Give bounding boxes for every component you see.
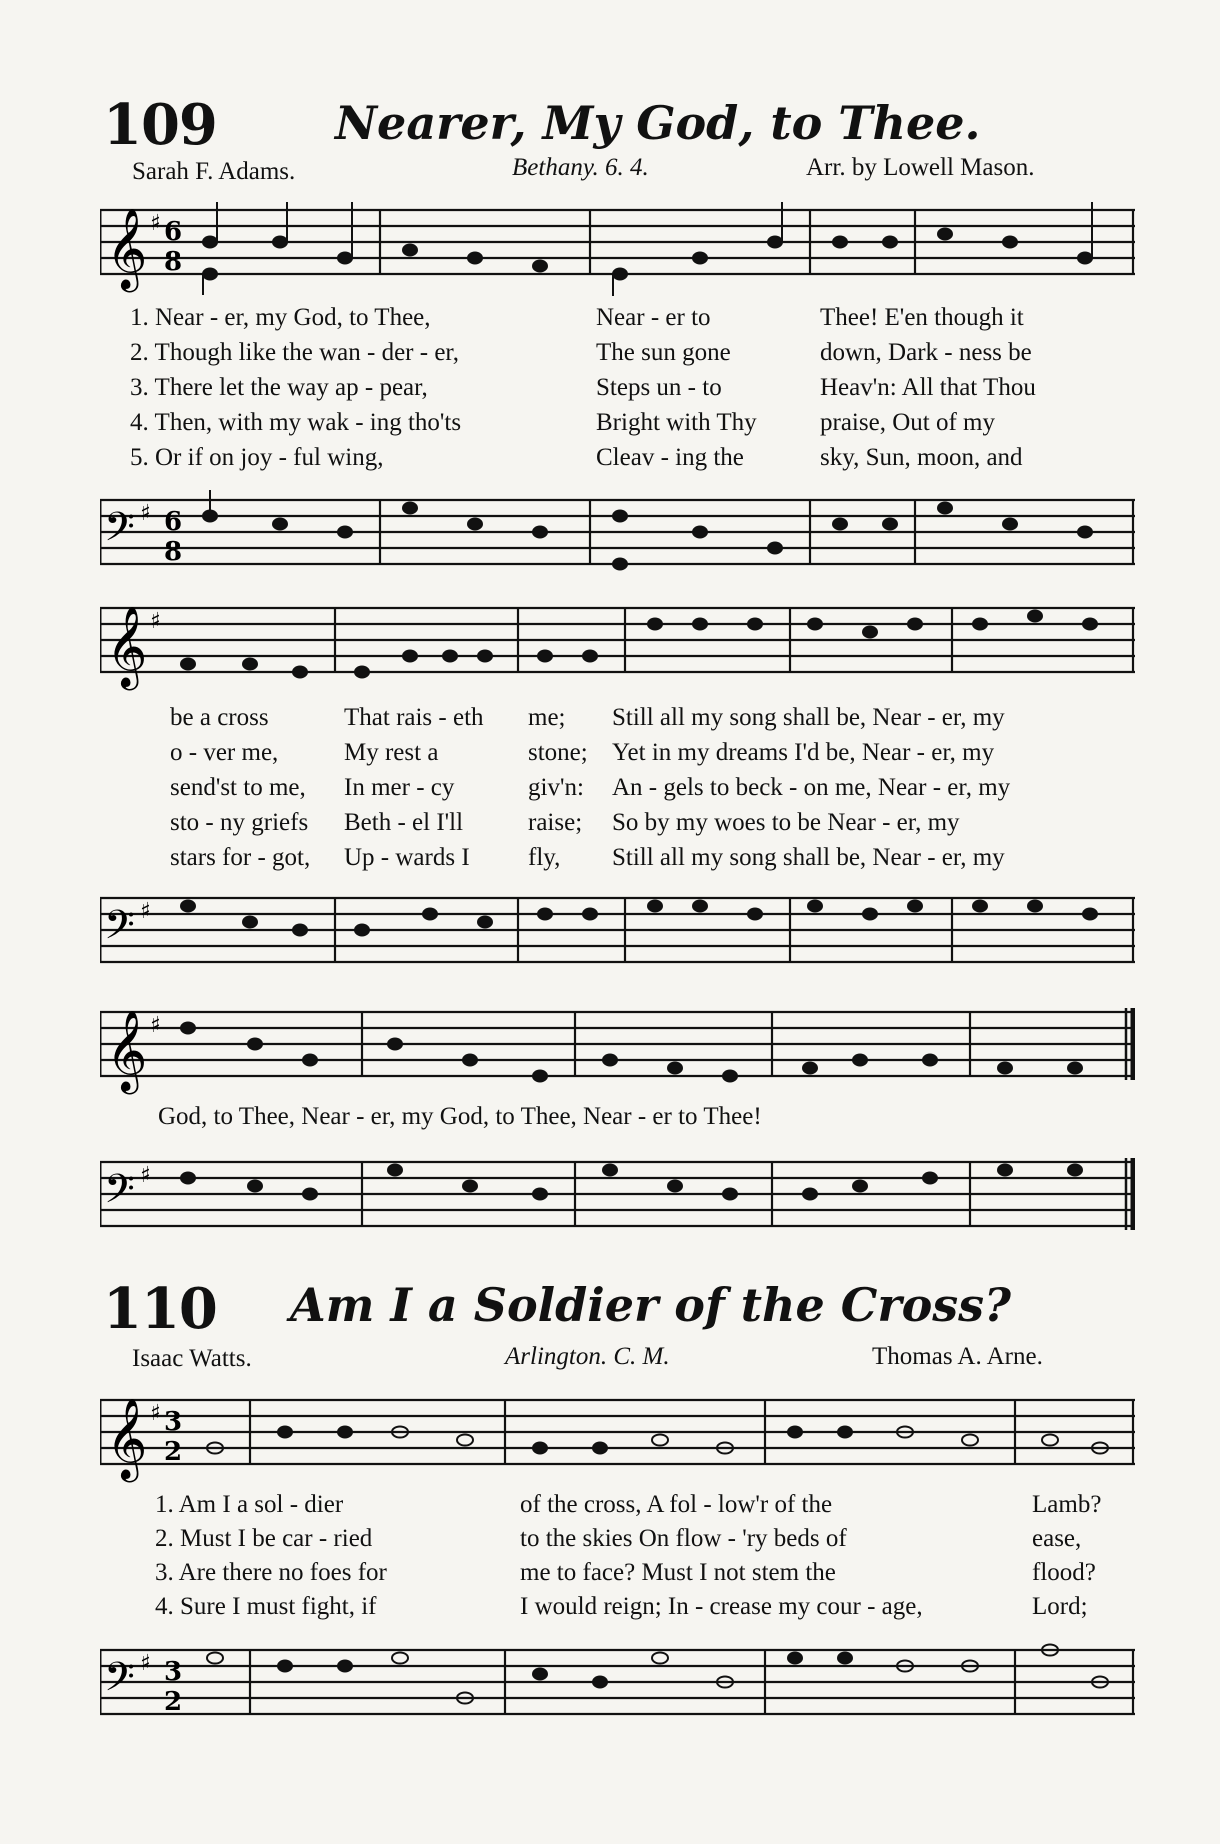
lyric-line: flood? xyxy=(1032,1559,1096,1586)
lyric-line: me; xyxy=(528,704,566,731)
lyric-verse-block xyxy=(170,700,310,875)
lyric-line: 1. Near - er, my God, to Thee, xyxy=(130,304,431,331)
lyric-verse-block xyxy=(820,300,1036,475)
lyric-line: Beth - el I'll xyxy=(344,809,464,836)
bass-staff xyxy=(100,1640,1135,1740)
svg-text:𝄞: 𝄞 xyxy=(106,207,148,289)
lyric-verse-block xyxy=(528,700,588,875)
lyric-line: Lamb? xyxy=(1032,1491,1102,1518)
lyric-line: 3. Are there no foes for xyxy=(155,1559,387,1586)
treble-staff xyxy=(100,200,1135,300)
svg-text:♯: ♯ xyxy=(140,501,151,526)
hymn-title: Am I a Soldier of the Cross? xyxy=(290,1278,1011,1332)
hymn-number: 110 xyxy=(103,1276,217,1342)
lyric-line: 4. Then, with my wak - ing tho'ts xyxy=(130,409,462,436)
lyric-line: The sun gone xyxy=(596,339,731,366)
tune-name: Bethany. 6. 4. xyxy=(512,154,649,181)
lyric-line: 4. Sure I must fight, if xyxy=(155,1593,377,1620)
svg-text:♯: ♯ xyxy=(150,609,161,634)
lyric-line: stars for - got, xyxy=(170,844,311,871)
tune-name: Arlington. C. M. xyxy=(505,1343,670,1370)
lyric-verse-block xyxy=(1032,1488,1101,1624)
treble-staff xyxy=(100,598,1135,698)
lyric-verse-block xyxy=(596,300,757,475)
svg-text:𝄞: 𝄞 xyxy=(106,1009,148,1091)
lyric-line: 2. Though like the wan - der - er, xyxy=(130,339,459,366)
lyric-line: send'st to me, xyxy=(170,774,306,801)
bass-staff xyxy=(100,888,1135,988)
lyric-line: fly, xyxy=(528,844,561,871)
lyric-line: I would reign; In - crease my cour - age, xyxy=(520,1593,923,1620)
hymn-number: 109 xyxy=(103,92,217,158)
author-credit: Sarah F. Adams. xyxy=(132,158,296,185)
lyric-line: Steps un - to xyxy=(596,374,722,401)
svg-text:6: 6 xyxy=(164,217,183,247)
lyric-line: be a cross xyxy=(170,704,269,731)
svg-text:♯: ♯ xyxy=(140,899,151,924)
treble-staff xyxy=(100,1390,1135,1490)
lyric-verse-block xyxy=(130,300,461,475)
svg-text:♯: ♯ xyxy=(150,1013,161,1038)
lyric-line: of the cross, A fol - low'r of the xyxy=(520,1491,833,1518)
lyric-line: God, to Thee, Near - er, my God, to Thee, Near - er to Thee! xyxy=(158,1103,762,1130)
svg-text:♯: ♯ xyxy=(150,1401,161,1426)
author-credit: Isaac Watts. xyxy=(132,1345,252,1372)
lyric-line: 3. There let the way ap - pear, xyxy=(130,374,428,401)
lyric-line: giv'n: xyxy=(528,774,584,801)
lyric-line: ease, xyxy=(1032,1525,1082,1552)
lyric-line: Up - wards I xyxy=(344,844,470,871)
lyric-verse-block xyxy=(344,700,484,875)
bass-staff xyxy=(100,490,1135,590)
lyric-line: An - gels to beck - on me, Near - er, my xyxy=(612,774,1011,801)
svg-text:𝄢: 𝄢 xyxy=(104,504,135,560)
lyric-line: stone; xyxy=(528,739,588,766)
lyric-line: That rais - eth xyxy=(344,704,484,731)
svg-text:8: 8 xyxy=(164,247,183,277)
lyric-line: Cleav - ing the xyxy=(596,444,744,471)
svg-text:𝄢: 𝄢 xyxy=(104,902,135,958)
lyric-line: Still all my song shall be, Near - er, my xyxy=(612,704,1005,731)
svg-text:6: 6 xyxy=(164,507,183,537)
composer-credit: Thomas A. Arne. xyxy=(872,1343,1043,1370)
svg-text:𝄞: 𝄞 xyxy=(106,1397,148,1479)
lyric-line: Heav'n: All that Thou xyxy=(820,374,1036,401)
lyric-line: Thee! E'en though it xyxy=(820,304,1024,331)
lyric-line: Near - er to xyxy=(596,304,711,331)
svg-text:2: 2 xyxy=(164,1687,183,1717)
svg-text:8: 8 xyxy=(164,537,183,567)
svg-text:𝄞: 𝄞 xyxy=(106,605,148,687)
svg-text:2: 2 xyxy=(164,1437,183,1467)
svg-text:3: 3 xyxy=(164,1657,183,1687)
lyric-line: 5. Or if on joy - ful wing, xyxy=(130,444,384,471)
lyric-line: down, Dark - ness be xyxy=(820,339,1032,366)
lyric-line: In mer - cy xyxy=(344,774,455,801)
svg-text:♯: ♯ xyxy=(150,211,161,236)
arranger-credit: Arr. by Lowell Mason. xyxy=(806,154,1035,181)
lyric-line: Lord; xyxy=(1032,1593,1088,1620)
lyric-line: My rest a xyxy=(344,739,439,766)
lyric-line: Yet in my dreams I'd be, Near - er, my xyxy=(612,739,995,766)
lyric-line: sky, Sun, moon, and xyxy=(820,444,1023,471)
lyric-line: me to face? Must I not stem the xyxy=(520,1559,836,1586)
lyric-verse-block xyxy=(612,700,1010,875)
svg-text:𝄢: 𝄢 xyxy=(104,1654,135,1710)
lyric-line: sto - ny griefs xyxy=(170,809,309,836)
lyric-verse-block xyxy=(155,1488,387,1624)
treble-staff xyxy=(100,1002,1135,1102)
lyric-line: o - ver me, xyxy=(170,739,279,766)
svg-text:3: 3 xyxy=(164,1407,183,1437)
svg-text:♯: ♯ xyxy=(140,1163,151,1188)
svg-text:𝄢: 𝄢 xyxy=(104,1166,135,1222)
lyric-line: 2. Must I be car - ried xyxy=(155,1525,373,1552)
svg-text:♯: ♯ xyxy=(140,1651,151,1676)
lyric-line: So by my woes to be Near - er, my xyxy=(612,809,960,836)
lyric-line: to the skies On flow - 'ry beds of xyxy=(520,1525,847,1552)
hymn-title: Nearer, My God, to Thee. xyxy=(335,96,981,150)
lyric-line: Bright with Thy xyxy=(596,409,757,436)
lyric-line: 1. Am I a sol - dier xyxy=(155,1491,344,1518)
lyric-line: raise; xyxy=(528,809,583,836)
lyric-verse-block xyxy=(520,1488,923,1624)
bass-staff xyxy=(100,1152,1135,1252)
lyric-line: praise, Out of my xyxy=(820,409,995,436)
lyric-line: Still all my song shall be, Near - er, my xyxy=(612,844,1005,871)
